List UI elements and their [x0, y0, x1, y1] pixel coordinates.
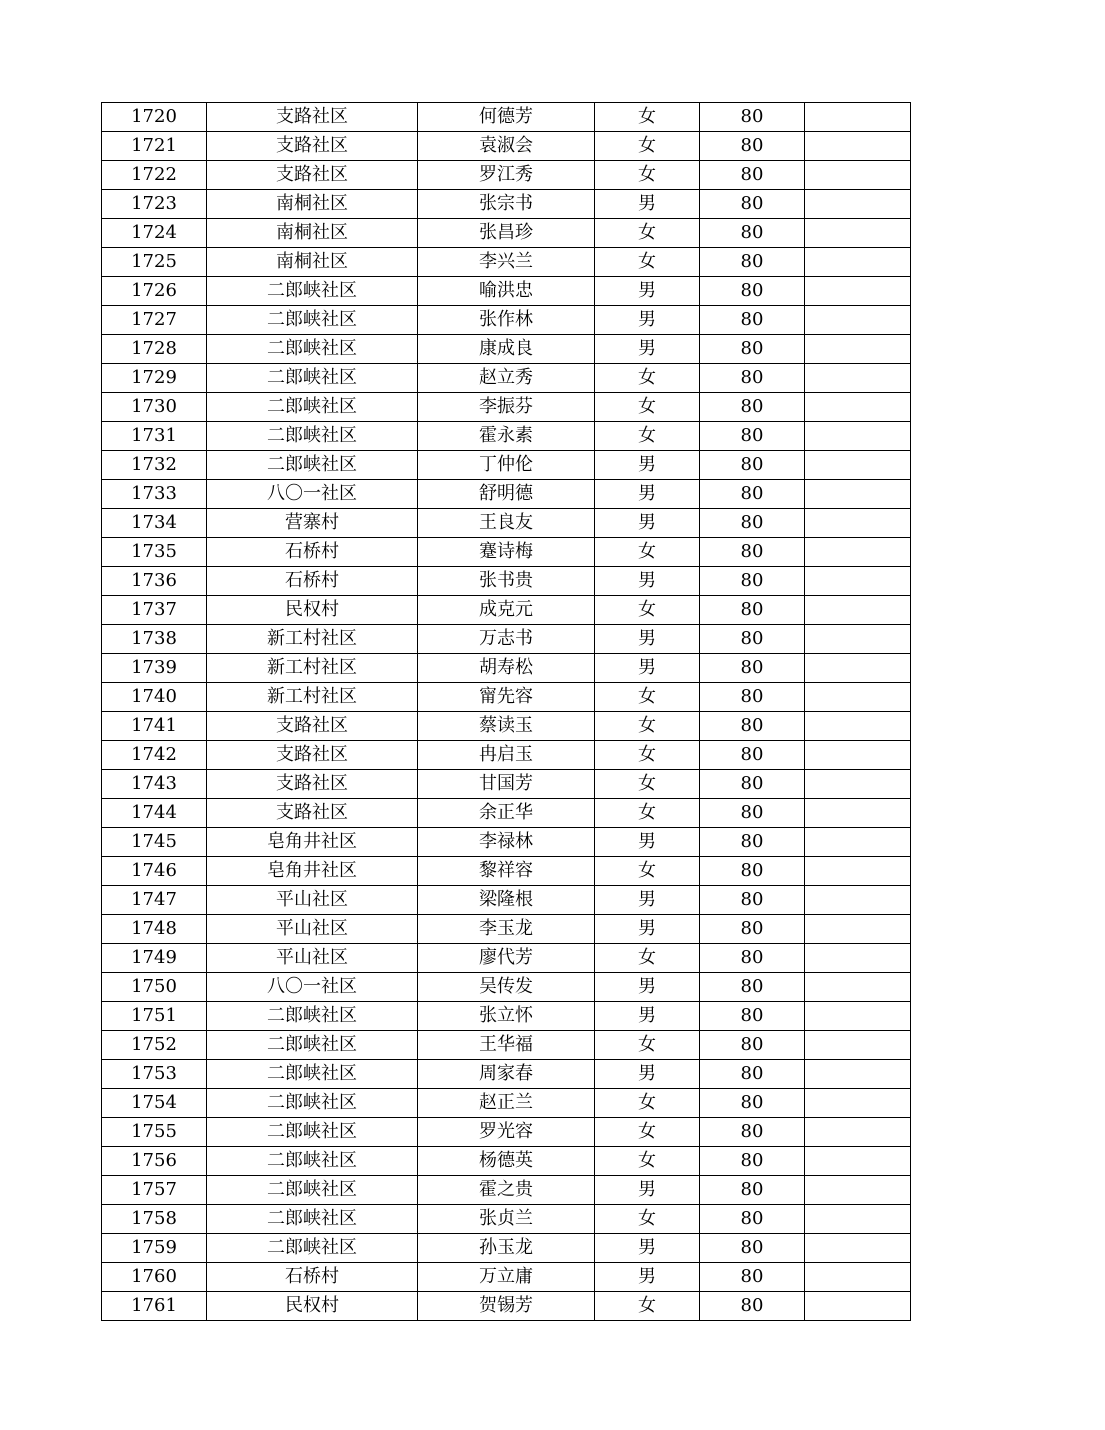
note-cell	[805, 1147, 911, 1176]
age-cell: 80	[700, 422, 805, 451]
table-row	[102, 538, 911, 567]
note-cell	[805, 915, 911, 944]
community-cell: 二郎峡社区	[207, 393, 418, 422]
gender-cell: 女	[595, 1118, 700, 1147]
table-row	[102, 712, 911, 741]
serial-number-cell: 1748	[102, 915, 207, 944]
table-row	[102, 509, 911, 538]
community-cell: 二郎峡社区	[207, 1002, 418, 1031]
age-cell: 80	[700, 1031, 805, 1060]
table-row	[102, 248, 911, 277]
community-cell: 南桐社区	[207, 248, 418, 277]
note-cell	[805, 770, 911, 799]
gender-cell: 男	[595, 1176, 700, 1205]
serial-number-cell: 1731	[102, 422, 207, 451]
community-cell: 八〇一社区	[207, 973, 418, 1002]
serial-number-cell: 1734	[102, 509, 207, 538]
serial-number-cell: 1754	[102, 1089, 207, 1118]
community-cell: 八〇一社区	[207, 480, 418, 509]
table-row	[102, 1060, 911, 1089]
age-cell: 80	[700, 1002, 805, 1031]
serial-number-cell: 1740	[102, 683, 207, 712]
gender-cell: 男	[595, 190, 700, 219]
note-cell	[805, 1060, 911, 1089]
note-cell	[805, 799, 911, 828]
gender-cell: 女	[595, 712, 700, 741]
table-row	[102, 915, 911, 944]
serial-number-cell: 1750	[102, 973, 207, 1002]
note-cell	[805, 161, 911, 190]
community-cell: 二郎峡社区	[207, 1118, 418, 1147]
age-cell: 80	[700, 1234, 805, 1263]
note-cell	[805, 712, 911, 741]
person-name-cell: 张立怀	[418, 1002, 595, 1031]
note-cell	[805, 306, 911, 335]
person-name-cell: 霍之贵	[418, 1176, 595, 1205]
gender-cell: 女	[595, 422, 700, 451]
gender-cell: 女	[595, 741, 700, 770]
note-cell	[805, 944, 911, 973]
gender-cell: 女	[595, 393, 700, 422]
serial-number-cell: 1746	[102, 857, 207, 886]
table-row	[102, 422, 911, 451]
age-cell: 80	[700, 509, 805, 538]
age-cell: 80	[700, 915, 805, 944]
person-name-cell: 孙玉龙	[418, 1234, 595, 1263]
age-cell: 80	[700, 190, 805, 219]
serial-number-cell: 1761	[102, 1292, 207, 1321]
age-cell: 80	[700, 654, 805, 683]
note-cell	[805, 654, 911, 683]
person-name-cell: 蹇诗梅	[418, 538, 595, 567]
person-name-cell: 黎祥容	[418, 857, 595, 886]
age-cell: 80	[700, 1060, 805, 1089]
community-cell: 民权村	[207, 1292, 418, 1321]
note-cell	[805, 683, 911, 712]
gender-cell: 男	[595, 1002, 700, 1031]
note-cell	[805, 741, 911, 770]
table-row	[102, 161, 911, 190]
note-cell	[805, 248, 911, 277]
table-row	[102, 335, 911, 364]
gender-cell: 女	[595, 596, 700, 625]
note-cell	[805, 103, 911, 132]
age-cell: 80	[700, 1263, 805, 1292]
community-cell: 二郎峡社区	[207, 1089, 418, 1118]
person-name-cell: 王华福	[418, 1031, 595, 1060]
person-name-cell: 张贞兰	[418, 1205, 595, 1234]
gender-cell: 男	[595, 306, 700, 335]
community-cell: 二郎峡社区	[207, 1147, 418, 1176]
table-row	[102, 683, 911, 712]
table-row	[102, 973, 911, 1002]
person-name-cell: 杨德英	[418, 1147, 595, 1176]
age-cell: 80	[700, 973, 805, 1002]
note-cell	[805, 538, 911, 567]
note-cell	[805, 422, 911, 451]
community-cell: 支路社区	[207, 161, 418, 190]
gender-cell: 男	[595, 1060, 700, 1089]
table-row	[102, 103, 911, 132]
age-cell: 80	[700, 1089, 805, 1118]
table-row	[102, 364, 911, 393]
serial-number-cell: 1742	[102, 741, 207, 770]
gender-cell: 女	[595, 538, 700, 567]
person-name-cell: 张作林	[418, 306, 595, 335]
table-row	[102, 828, 911, 857]
table-row	[102, 1147, 911, 1176]
note-cell	[805, 190, 911, 219]
age-cell: 80	[700, 683, 805, 712]
age-cell: 80	[700, 770, 805, 799]
gender-cell: 女	[595, 683, 700, 712]
person-name-cell: 李玉龙	[418, 915, 595, 944]
age-cell: 80	[700, 132, 805, 161]
age-cell: 80	[700, 480, 805, 509]
community-cell: 平山社区	[207, 915, 418, 944]
person-name-cell: 何德芳	[418, 103, 595, 132]
community-cell: 二郎峡社区	[207, 1234, 418, 1263]
person-name-cell: 余正华	[418, 799, 595, 828]
community-cell: 二郎峡社区	[207, 1031, 418, 1060]
serial-number-cell: 1727	[102, 306, 207, 335]
person-name-cell: 甯先容	[418, 683, 595, 712]
note-cell	[805, 219, 911, 248]
community-cell: 二郎峡社区	[207, 1176, 418, 1205]
note-cell	[805, 277, 911, 306]
gender-cell: 女	[595, 103, 700, 132]
age-cell: 80	[700, 248, 805, 277]
person-name-cell: 丁仲伦	[418, 451, 595, 480]
serial-number-cell: 1725	[102, 248, 207, 277]
age-cell: 80	[700, 277, 805, 306]
serial-number-cell: 1722	[102, 161, 207, 190]
age-cell: 80	[700, 335, 805, 364]
table-row	[102, 1089, 911, 1118]
gender-cell: 男	[595, 654, 700, 683]
person-name-cell: 罗光容	[418, 1118, 595, 1147]
age-cell: 80	[700, 712, 805, 741]
serial-number-cell: 1741	[102, 712, 207, 741]
community-cell: 二郎峡社区	[207, 277, 418, 306]
community-cell: 二郎峡社区	[207, 1205, 418, 1234]
person-name-cell: 李振芬	[418, 393, 595, 422]
serial-number-cell: 1738	[102, 625, 207, 654]
table-row	[102, 306, 911, 335]
table-row	[102, 1176, 911, 1205]
note-cell	[805, 1118, 911, 1147]
gender-cell: 男	[595, 886, 700, 915]
table-row	[102, 393, 911, 422]
gender-cell: 女	[595, 219, 700, 248]
age-cell: 80	[700, 103, 805, 132]
table-row	[102, 132, 911, 161]
gender-cell: 男	[595, 335, 700, 364]
community-cell: 新工村社区	[207, 654, 418, 683]
serial-number-cell: 1723	[102, 190, 207, 219]
person-name-cell: 周家春	[418, 1060, 595, 1089]
community-cell: 营寨村	[207, 509, 418, 538]
person-name-cell: 贺锡芳	[418, 1292, 595, 1321]
community-cell: 支路社区	[207, 770, 418, 799]
note-cell	[805, 1263, 911, 1292]
table-row	[102, 886, 911, 915]
table-row	[102, 1205, 911, 1234]
person-name-cell: 霍永素	[418, 422, 595, 451]
person-name-cell: 罗江秀	[418, 161, 595, 190]
gender-cell: 女	[595, 1031, 700, 1060]
table-row	[102, 1031, 911, 1060]
gender-cell: 女	[595, 1147, 700, 1176]
person-name-cell: 李兴兰	[418, 248, 595, 277]
community-cell: 支路社区	[207, 132, 418, 161]
community-cell: 二郎峡社区	[207, 306, 418, 335]
note-cell	[805, 393, 911, 422]
serial-number-cell: 1752	[102, 1031, 207, 1060]
serial-number-cell: 1743	[102, 770, 207, 799]
note-cell	[805, 364, 911, 393]
serial-number-cell: 1758	[102, 1205, 207, 1234]
serial-number-cell: 1726	[102, 277, 207, 306]
person-name-cell: 张书贵	[418, 567, 595, 596]
table-row	[102, 944, 911, 973]
age-cell: 80	[700, 741, 805, 770]
community-cell: 支路社区	[207, 712, 418, 741]
community-cell: 支路社区	[207, 741, 418, 770]
age-cell: 80	[700, 944, 805, 973]
person-name-cell: 梁隆根	[418, 886, 595, 915]
community-cell: 石桥村	[207, 567, 418, 596]
table-row	[102, 1002, 911, 1031]
roster-body	[102, 103, 911, 1321]
community-cell: 平山社区	[207, 886, 418, 915]
age-cell: 80	[700, 364, 805, 393]
serial-number-cell: 1737	[102, 596, 207, 625]
serial-number-cell: 1757	[102, 1176, 207, 1205]
serial-number-cell: 1756	[102, 1147, 207, 1176]
note-cell	[805, 451, 911, 480]
community-cell: 民权村	[207, 596, 418, 625]
note-cell	[805, 509, 911, 538]
note-cell	[805, 973, 911, 1002]
table-row	[102, 480, 911, 509]
serial-number-cell: 1744	[102, 799, 207, 828]
age-cell: 80	[700, 161, 805, 190]
gender-cell: 女	[595, 364, 700, 393]
person-name-cell: 袁淑会	[418, 132, 595, 161]
gender-cell: 男	[595, 1263, 700, 1292]
note-cell	[805, 132, 911, 161]
gender-cell: 男	[595, 828, 700, 857]
person-name-cell: 喻洪忠	[418, 277, 595, 306]
age-cell: 80	[700, 1176, 805, 1205]
serial-number-cell: 1724	[102, 219, 207, 248]
serial-number-cell: 1755	[102, 1118, 207, 1147]
gender-cell: 女	[595, 944, 700, 973]
serial-number-cell: 1732	[102, 451, 207, 480]
age-cell: 80	[700, 219, 805, 248]
community-cell: 支路社区	[207, 103, 418, 132]
community-cell: 新工村社区	[207, 683, 418, 712]
age-cell: 80	[700, 306, 805, 335]
gender-cell: 女	[595, 857, 700, 886]
table-row	[102, 1234, 911, 1263]
note-cell	[805, 1292, 911, 1321]
table-row	[102, 625, 911, 654]
person-name-cell: 李禄林	[418, 828, 595, 857]
note-cell	[805, 335, 911, 364]
gender-cell: 男	[595, 915, 700, 944]
serial-number-cell: 1728	[102, 335, 207, 364]
serial-number-cell: 1729	[102, 364, 207, 393]
note-cell	[805, 1031, 911, 1060]
person-name-cell: 廖代芳	[418, 944, 595, 973]
person-name-cell: 康成良	[418, 335, 595, 364]
gender-cell: 男	[595, 509, 700, 538]
person-name-cell: 冉启玉	[418, 741, 595, 770]
person-name-cell: 蔡读玉	[418, 712, 595, 741]
gender-cell: 男	[595, 567, 700, 596]
serial-number-cell: 1739	[102, 654, 207, 683]
table-row	[102, 219, 911, 248]
serial-number-cell: 1760	[102, 1263, 207, 1292]
serial-number-cell: 1736	[102, 567, 207, 596]
note-cell	[805, 567, 911, 596]
serial-number-cell: 1720	[102, 103, 207, 132]
note-cell	[805, 1234, 911, 1263]
gender-cell: 女	[595, 1205, 700, 1234]
community-cell: 平山社区	[207, 944, 418, 973]
community-cell: 石桥村	[207, 538, 418, 567]
gender-cell: 女	[595, 248, 700, 277]
serial-number-cell: 1759	[102, 1234, 207, 1263]
community-cell: 二郎峡社区	[207, 422, 418, 451]
person-name-cell: 舒明德	[418, 480, 595, 509]
age-cell: 80	[700, 1292, 805, 1321]
community-cell: 石桥村	[207, 1263, 418, 1292]
age-cell: 80	[700, 567, 805, 596]
age-cell: 80	[700, 1118, 805, 1147]
table-row	[102, 1263, 911, 1292]
age-cell: 80	[700, 451, 805, 480]
serial-number-cell: 1751	[102, 1002, 207, 1031]
note-cell	[805, 857, 911, 886]
gender-cell: 男	[595, 451, 700, 480]
table-row	[102, 190, 911, 219]
person-name-cell: 张昌珍	[418, 219, 595, 248]
serial-number-cell: 1735	[102, 538, 207, 567]
community-cell: 南桐社区	[207, 190, 418, 219]
age-cell: 80	[700, 393, 805, 422]
gender-cell: 女	[595, 770, 700, 799]
note-cell	[805, 886, 911, 915]
serial-number-cell: 1733	[102, 480, 207, 509]
note-cell	[805, 596, 911, 625]
person-name-cell: 王良友	[418, 509, 595, 538]
person-name-cell: 赵正兰	[418, 1089, 595, 1118]
gender-cell: 女	[595, 799, 700, 828]
person-name-cell: 万立庸	[418, 1263, 595, 1292]
person-name-cell: 万志书	[418, 625, 595, 654]
note-cell	[805, 625, 911, 654]
age-cell: 80	[700, 857, 805, 886]
person-name-cell: 吴传发	[418, 973, 595, 1002]
table-row	[102, 451, 911, 480]
note-cell	[805, 1176, 911, 1205]
table-row	[102, 770, 911, 799]
table-row	[102, 1292, 911, 1321]
gender-cell: 男	[595, 973, 700, 1002]
table-row	[102, 654, 911, 683]
community-cell: 皂角井社区	[207, 828, 418, 857]
gender-cell: 男	[595, 480, 700, 509]
table-row	[102, 741, 911, 770]
community-cell: 二郎峡社区	[207, 364, 418, 393]
community-cell: 支路社区	[207, 799, 418, 828]
person-name-cell: 成克元	[418, 596, 595, 625]
table-row	[102, 277, 911, 306]
age-cell: 80	[700, 596, 805, 625]
age-cell: 80	[700, 1205, 805, 1234]
roster-table	[101, 102, 911, 1321]
age-cell: 80	[700, 1147, 805, 1176]
age-cell: 80	[700, 538, 805, 567]
community-cell: 皂角井社区	[207, 857, 418, 886]
note-cell	[805, 1002, 911, 1031]
note-cell	[805, 828, 911, 857]
community-cell: 新工村社区	[207, 625, 418, 654]
serial-number-cell: 1730	[102, 393, 207, 422]
person-name-cell: 胡寿松	[418, 654, 595, 683]
gender-cell: 男	[595, 1234, 700, 1263]
age-cell: 80	[700, 886, 805, 915]
gender-cell: 男	[595, 625, 700, 654]
gender-cell: 女	[595, 132, 700, 161]
note-cell	[805, 480, 911, 509]
community-cell: 二郎峡社区	[207, 1060, 418, 1089]
age-cell: 80	[700, 625, 805, 654]
person-name-cell: 张宗书	[418, 190, 595, 219]
serial-number-cell: 1753	[102, 1060, 207, 1089]
table-row	[102, 799, 911, 828]
serial-number-cell: 1749	[102, 944, 207, 973]
gender-cell: 女	[595, 161, 700, 190]
community-cell: 二郎峡社区	[207, 451, 418, 480]
community-cell: 二郎峡社区	[207, 335, 418, 364]
table-row	[102, 1118, 911, 1147]
serial-number-cell: 1721	[102, 132, 207, 161]
note-cell	[805, 1089, 911, 1118]
age-cell: 80	[700, 799, 805, 828]
gender-cell: 男	[595, 277, 700, 306]
person-name-cell: 甘国芳	[418, 770, 595, 799]
table-row	[102, 567, 911, 596]
gender-cell: 女	[595, 1292, 700, 1321]
table-row	[102, 596, 911, 625]
serial-number-cell: 1747	[102, 886, 207, 915]
age-cell: 80	[700, 828, 805, 857]
note-cell	[805, 1205, 911, 1234]
table-row	[102, 857, 911, 886]
serial-number-cell: 1745	[102, 828, 207, 857]
person-name-cell: 赵立秀	[418, 364, 595, 393]
community-cell: 南桐社区	[207, 219, 418, 248]
gender-cell: 女	[595, 1089, 700, 1118]
